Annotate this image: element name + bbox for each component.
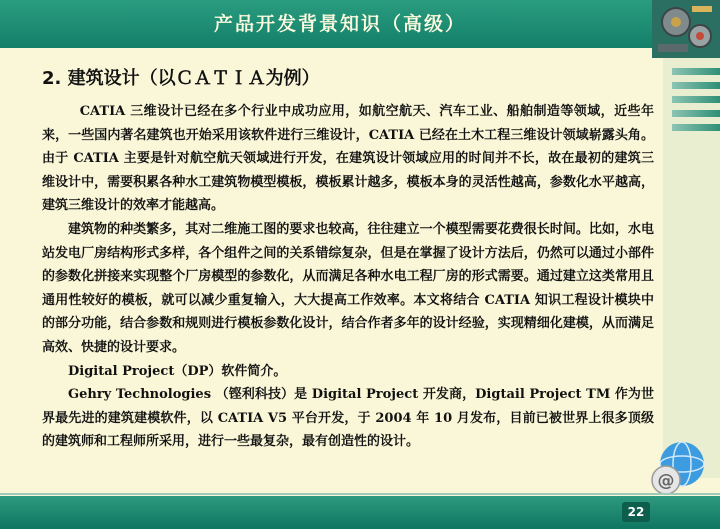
sidebar-stripe: [672, 96, 720, 103]
paragraph-1: CATIA 三维设计已经在多个行业中成功应用，如航空航天、汽车工业、船舶制造等领域，近些年来，一些国内著名建筑也开始采用该软件进行三维设计，CATIA 已经在土木工程三维设计领域崭露头角。由于 CATIA 主要是针对航空航天领域进行开发，在建筑设计领域应用的时间并不长，故在最初的建筑三维设计中，需要积累各种水工建筑物模型模板，模板累计越多，模板本身的灵活性越高，参数化水平越高，建筑三维设计的效率才能越高。: [42, 104, 654, 214]
decorative-sidebar: [663, 58, 720, 478]
gear-machine-icon: [652, 0, 720, 58]
sidebar-stripe: [672, 82, 720, 89]
header-bar: [0, 0, 720, 48]
sidebar-stripe: [672, 110, 720, 117]
page-number: 22: [622, 502, 650, 522]
paragraph-2: 建筑物的种类繁多，其对二维施工图的要求也较高，往往建立一个模型需要花费很长时间。比如，水电站发电厂房结构形式多样，各个组件之间的关系错综复杂，但是在掌握了设计方法后，仍然可以通过小部件的参数化拼接来实现整个厂房模型的参数化，从而满足各种水电工程厂房的形式需要。通过建立这类常用且通用性较好的模板，就可以减少重复输入，大大提高工作效率。本文将结合 CATIA 知识工程设计模块中的部分功能，结合参数和规则进行模板参数化设计，结合作者多年的设计经验，实现精细化建模，从而满足高效、快捷的设计要求。: [42, 221, 654, 355]
footer-line: [0, 493, 720, 495]
globe-email-icon: [648, 438, 708, 498]
header-title: 产品开发背景知识（高级）: [213, 13, 466, 35]
slide-body: [42, 100, 654, 454]
footer-bar: [0, 496, 720, 529]
slide-heading: 2. 建筑设计（以ＣＡＴＩＡ为例）: [42, 68, 320, 89]
sidebar-stripe: [672, 124, 720, 131]
sidebar-stripe: [672, 68, 720, 75]
paragraph-3: Digital Project（DP）软件简介。: [68, 363, 287, 379]
paragraph-4: Gehry Technologies （铿利科技）是 Digital Project 开发商，Digtail Project TM 作为世界最先进的建筑建模软件，以 CATIA V5 平台开发，于 2004 年 10 月发布，目前已被世界上很多顶级的建筑师和工程师所采用，进行一些最复杂，最有创造性的设计。: [42, 387, 654, 450]
svg-text:@: @: [657, 471, 675, 491]
